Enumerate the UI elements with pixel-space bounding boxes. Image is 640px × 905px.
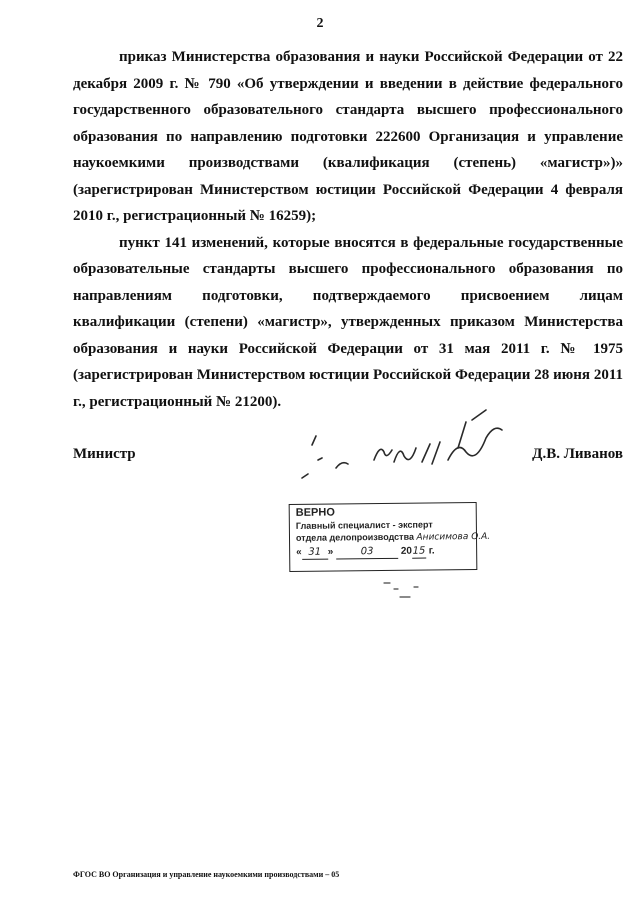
stamp-year-prefix: 20 [400, 545, 413, 557]
stamp-handwritten-name: Анисимова О.А. [416, 531, 491, 543]
stamp-quote-close: » [327, 546, 334, 558]
stamp-month: 03 [336, 545, 398, 560]
signatory-title: Министр [73, 446, 136, 462]
page-number: 2 [316, 16, 324, 31]
paragraph-order-790: приказ Министерства образования и науки Российской Федерации от 22 декабря 2009 г. № 790 «Об утверждении и введении в действие федерального государственного образовательного стандарта высшего профессионального образования по направлению подготовки 222600 Организация и управление наукоемкими производствами (квалификация (степень) «магистр»)» (зарегистрирован Министерством юстиции Российской Федерации 4 февраля 2010 г., регистрационный № 16259); [73, 49, 623, 224]
stamp-year-unit: г. [428, 545, 435, 557]
stamp-date [296, 544, 470, 560]
stamp-department [295, 530, 491, 545]
signatory-name: Д.В. Ливанов [532, 446, 623, 462]
certification-stamp [289, 502, 491, 572]
stamp-title: ВЕРНО [295, 506, 335, 519]
handwritten-signature [290, 400, 530, 490]
footer-note: ФГОС ВО Организация и управление наукоемкими производствами – 05 [73, 870, 340, 879]
stamp-position: Главный специалист - эксперт [295, 519, 433, 531]
document-body [73, 44, 623, 415]
stamp-day: 31 [302, 546, 328, 560]
stamp-quote-open: « [296, 546, 302, 558]
paragraph-item-141: пункт 141 изменений, которые вносятся в федеральные государственные образовательные стандарты высшего профессионального образования по направлениям подготовки, подтверждаемого присвоением лицам квалификации (степени) «магистр», утвержденных приказом Министерства образования и науки Российской Федерации от 31 мая 2011 г. № 1975 (зарегистрирован Министерством юстиции Российской Федерации 28 июня 2011 г., регистрационный № 21200). [73, 234, 623, 410]
stamp-year-suffix: 15 [412, 545, 426, 559]
stamp-dash-marks [380, 575, 430, 605]
stamp-department-label: отдела делопроизводства [295, 531, 415, 543]
